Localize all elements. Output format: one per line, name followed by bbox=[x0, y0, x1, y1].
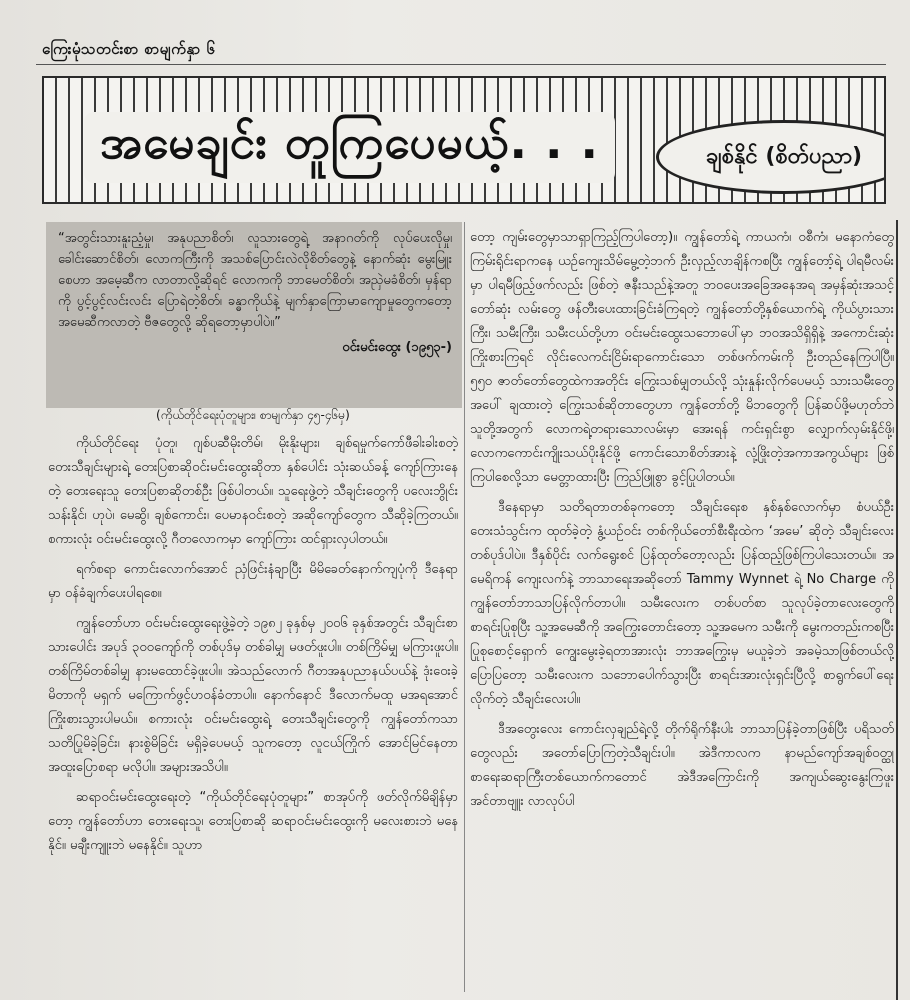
paragraph: ဒီနေရာမှာ သတိရတာတစ်ခုကတော့ သီချင်းရေးစ နှစ်နှစ်လောက်မှာ စံပယ်ဦးတေးသံသွင်းက ထုတ်ခဲ့တဲ့ နွံ့ယဉ်ဝင်း တစ်ကိုယ်တော်စီးရီးထဲက ‘အမေ’ ဆိုတဲ့ သီချင်းလေးတစ်ပုဒ်ပါပဲ။ ဒီနှစ်ပိုင်း လက်ရွေးစင် ပြန်ထုတ်တော့လည်း ပြန်ထည့်ဖြစ်ကြပါသေးတယ်။ အမေရိကန် ကျေးလက်နဲ့ ဘာသာရေးအဆိုတော် Tammy Wynnet ရဲ့ No Charge ကို ကျွန်တော်ဘာသာပြန်လိုက်တာပါ။ သမီးလေးက တစ်ပတ်စာ သူလုပ်ခဲ့တာလေးတွေကို စာရင်းပြုစုပြီး သူ့အမေဆီကို အကြွေးတောင်းတော့ သူ့အမေက သမီးကို မွေးကတည်းကစပြီး ပြုစုစောင့်ရှောက် ကျွေးမွေးခဲ့ရတာအားလုံး ဘာအကြွေးမှ မယူခဲ့ဘဲ အခမဲ့သာဖြစ်တယ်လို့ ပြောပြတော့ သမီးလေးက သဘောပေါက်သွားပြီး စာရင်းအားလုံးရှင်းပြီလို့ စာရွက်ပေါ်ရေးလိုက်တဲ့ သီချင်းလေးပါ။ bbox=[470, 500, 894, 707]
pull-quote-author: ဝင်းမင်းထွေး (၁၉၅၃-) bbox=[342, 340, 452, 355]
paragraph: ရက်စရာ ကောင်းလောက်အောင် ညှံဖြင်းနံချာပြီး မိမိခေတ်နောက်ကျပုံကို ဒီနေရာမှာ ဝန်ခံချက်ပေးပါရစေ။ bbox=[48, 562, 458, 601]
paragraph: ဒီအတွေးလေး ကောင်းလှချည်ရဲ့လို့ တိုက်ရိုက်နီးပါး ဘာသာပြန်ခဲ့တာဖြစ်ပြီး ပရိသတ်တွေလည်း အတော်ပြောကြတဲ့သီချင်းပါ။ အဲဒီကာလက နာမည်ကျော်အချစ်ဝတ္ထု စာရေးဆရာကြီးတစ်ယောက်ကတောင် အဲဒီအကြောင်းကို အကျယ်ဆွေးနွေးကြဖူး အင်တာဗျူး လာလုပ်ပါ bbox=[470, 722, 894, 809]
header-rule bbox=[36, 64, 886, 65]
pull-quote-text: “အတွင်းသားနူးညံ့မှု၊ အနုပညာစိတ်၊ လူသားတွေရဲ့ အနာဂတ်ကို လုပ်ပေးလိုမှု၊ ခေါင်းဆောင်စိတ်၊ လောကကြီးကို အသစ်ပြောင်းလဲလိုစိတ်တွေနဲ့ နောက်ဆုံး မွေးမြူးစေဟာ အမေ့ဆီက လာတာလို့ဆိုရင် လောကကို ဘာမေတ်စိတ်၊ အညှဲမခံစိတ်၊ မှန်ရာကို ပွင့်ပွင့်လင်းလင်း ပြောရဲတဲ့စိတ်၊ ခန္ဓာကိုယ်နဲ့ မျက်နှာကြောမာကျောမှုတွေကတော့ အမေဆီကလာတဲ့ ဗီဇတွေလို့ ဆိုရတော့မှာပါပဲ။” bbox=[58, 231, 452, 330]
title-banner bbox=[42, 76, 886, 204]
pull-quote bbox=[46, 222, 462, 408]
pull-quote-source: (ကိုယ်တိုင်ရေးပုံတူများ၊ စာမျက်နှာ ၄၅-၄၆မှ) bbox=[156, 408, 350, 422]
article-column-right bbox=[470, 226, 894, 994]
running-head: ကြေးမုံသတင်းစာ စာမျက်နှာ ၆ bbox=[42, 40, 216, 58]
paragraph: တော့ ကျမ်းတွေမှာသာရှာကြည့်ကြပါတော့)။ ကျွန်တော်ရဲ့ ကာယကံ၊ ဝစီကံ၊ မနောကံတွေ ကြမ်းရိုင်းရာကနေ ယဉ်ကျေးသိမ်မွေ့တဲ့ဘက် ဦးလှည့်လာချိန်ကစပြီး ကျွန်တော့်ရဲ့ ပါရမီလမ်းမှာ ပါရမီဖြည့်ဖက်လည်း ဖြစ်တဲ့ ဇနီးသည်နဲ့အတူ ဘဝပေးအခြေအနေအရ အမှန်ဆုံးအသင့်တော်ဆုံး လမ်းတွေ ဖန်တီးပေးထားခြင်းခံကြရတဲ့ ကျွန်တော်တို့နှစ်ယောက်ရဲ့ ကိုယ်ပွားသားကြီး၊ သမီးကြီး၊ သမီးငယ်တို့ဟာ ဝင်းမင်းထွေးသဘောပေါ်မှာ ဘဝအသိရှိရှိနဲ့ အကောင်းဆုံးကြိုးစားကြရင် လိုင်းလေကင်းငြိမ်းရာကောင်းသော တစ်ဖက်ကမ်းကို ဦးတည်နေကြပါပြီ။ ၅၅၀ ဇာတ်တော်တွေထဲကအတိုင်း ကြွေးသစ်မျှတယ်လို့ သုံးနှုန်းလိုက်ပေမယ့် သားသမီးတွေ အပေါ် ချထားတဲ့ ကြွေးသစ်ဆိုတာတွေဟာ ကျွန်တော်တို့ မိဘတွေကို ပြန်ဆပ်ဖို့မဟုတ်ဘဲ သူတို့အတွက် လောကရဲ့တရားသောလမ်းမှာ အေးရန် ကင်းရှင်းစွာ လျှောက်လှမ်းနိုင်ဖို့၊ လောကကောင်းကျိုးသယ်ပိုးနိုင်ဖို့ ကောင်းသောစိတ်အားနဲ့ လုံ့ဖြိုးတဲ့အကာအကွယ်များ ဖြစ်ကြပါစေလို့သာ မေတ္တာထားပြီး ကြည်ဖြူစွာ ခွင့်ပြုပါတယ်။ bbox=[470, 230, 894, 485]
article-title: အမေချင်း တူကြပေမယ့်. . . bbox=[84, 112, 615, 183]
column-divider bbox=[464, 222, 465, 992]
author-name: ချစ်နိုင် (စိတ်ပညာ) bbox=[656, 120, 886, 194]
article-column-left bbox=[48, 432, 458, 994]
paragraph: ဆရာဝင်းမင်းထွေးရေးတဲ့ “ကိုယ်တိုင်ရေးပုံတူများ” စာအုပ်ကို ဖတ်လိုက်မိချိန်မှာတော့ ကျွန်တော်ဟာ တေးရေးသူ၊ တေးပြစာဆို ဆရာဝင်းမင်းထွေးကို မလေးစားဘဲ မနေနိုင်။ မချီးကျူးဘဲ မနေနိုင်။ သူဟာ bbox=[48, 790, 458, 853]
paragraph: ကျွန်တော်ဟာ ဝင်းမင်းထွေးရေးဖွဲ့ခဲ့တဲ့ ၁၉၈၂ ခုနှစ်မှ ၂၀၀၆ ခုနှစ်အတွင်း သီချင်းစာသားပေါင်း အပုဒ် ၃၀၀ကျော်ကို တစ်ပုဒ်မှ တစ်ခါမျှ မဖတ်ဖူးပါ။ တစ်ကြိမ်မျှ မကြားဖူးပါ။ တစ်ကြိမ်တစ်ခါမျှ နားမထောင်ခဲ့ဖူးပါ။ အဲသည်လောက် ဂီတအနုပညာနယ်ပယ်နဲ့ ဒုံးဝေးခဲ့ မိတာကို မရှက် မကြောက်ဖွင့်ဟဝန်ခံတာပါ။ နောက်နောင် ဒီလောက်မထူ မအရအောင် ကြိုးစားသွားပါမယ်။ စကားလုံး ဝင်းမင်းထွေးရဲ့ တေးသီချင်းတွေကို ကျွန်တော်ကသာ သတိပြုမိခဲ့ခြင်း၊ နားစွဲမိခြင်း မရှိခဲ့ပေမယ့် သူကတော့ လူငယ်ကြိုက် အောင်မြင်နေတာ အထူးပြောစရာ မလိုပါ။ အများအသိပါ။ bbox=[48, 616, 458, 775]
paragraph: ကိုယ်တိုင်ရေး ပုံတူ၊ ဂျစ်ပဆီမိုးတိမ်၊ မိုးနိုးများ၊ ချစ်ရမှုက်ကော်ဖီခါးခါးစတဲ့ တေးသီချင်းများရဲ့ တေးပြစာဆိုဝင်းမင်းထွေးဆိုတာ နှစ်ပေါင်း သုံးဆယ်ခန့် ကျော်ကြားနေတဲ့ တေးရေးသူ တေးပြစာဆိုတစ်ဦး ဖြစ်ပါတယ်။ သူရေးဖွဲ့တဲ့ သီချင်းတွေကို ပလေးဘွိုင်းသန်းနိုင်၊ ဟုပဲ၊ မေဆွိ၊ ချစ်ကောင်း၊ ပေမာနဝင်းစတဲ့ အဆိုကျော်တွေက သီဆိုခဲ့ကြတယ်။ စကားလုံး ဝင်းမင်းထွေးလို့ ဂီတလောကမှာ ကျော်ကြား ထင်ရှားလှပါတယ်။ bbox=[48, 436, 458, 547]
page-edge-rule bbox=[896, 220, 898, 1000]
